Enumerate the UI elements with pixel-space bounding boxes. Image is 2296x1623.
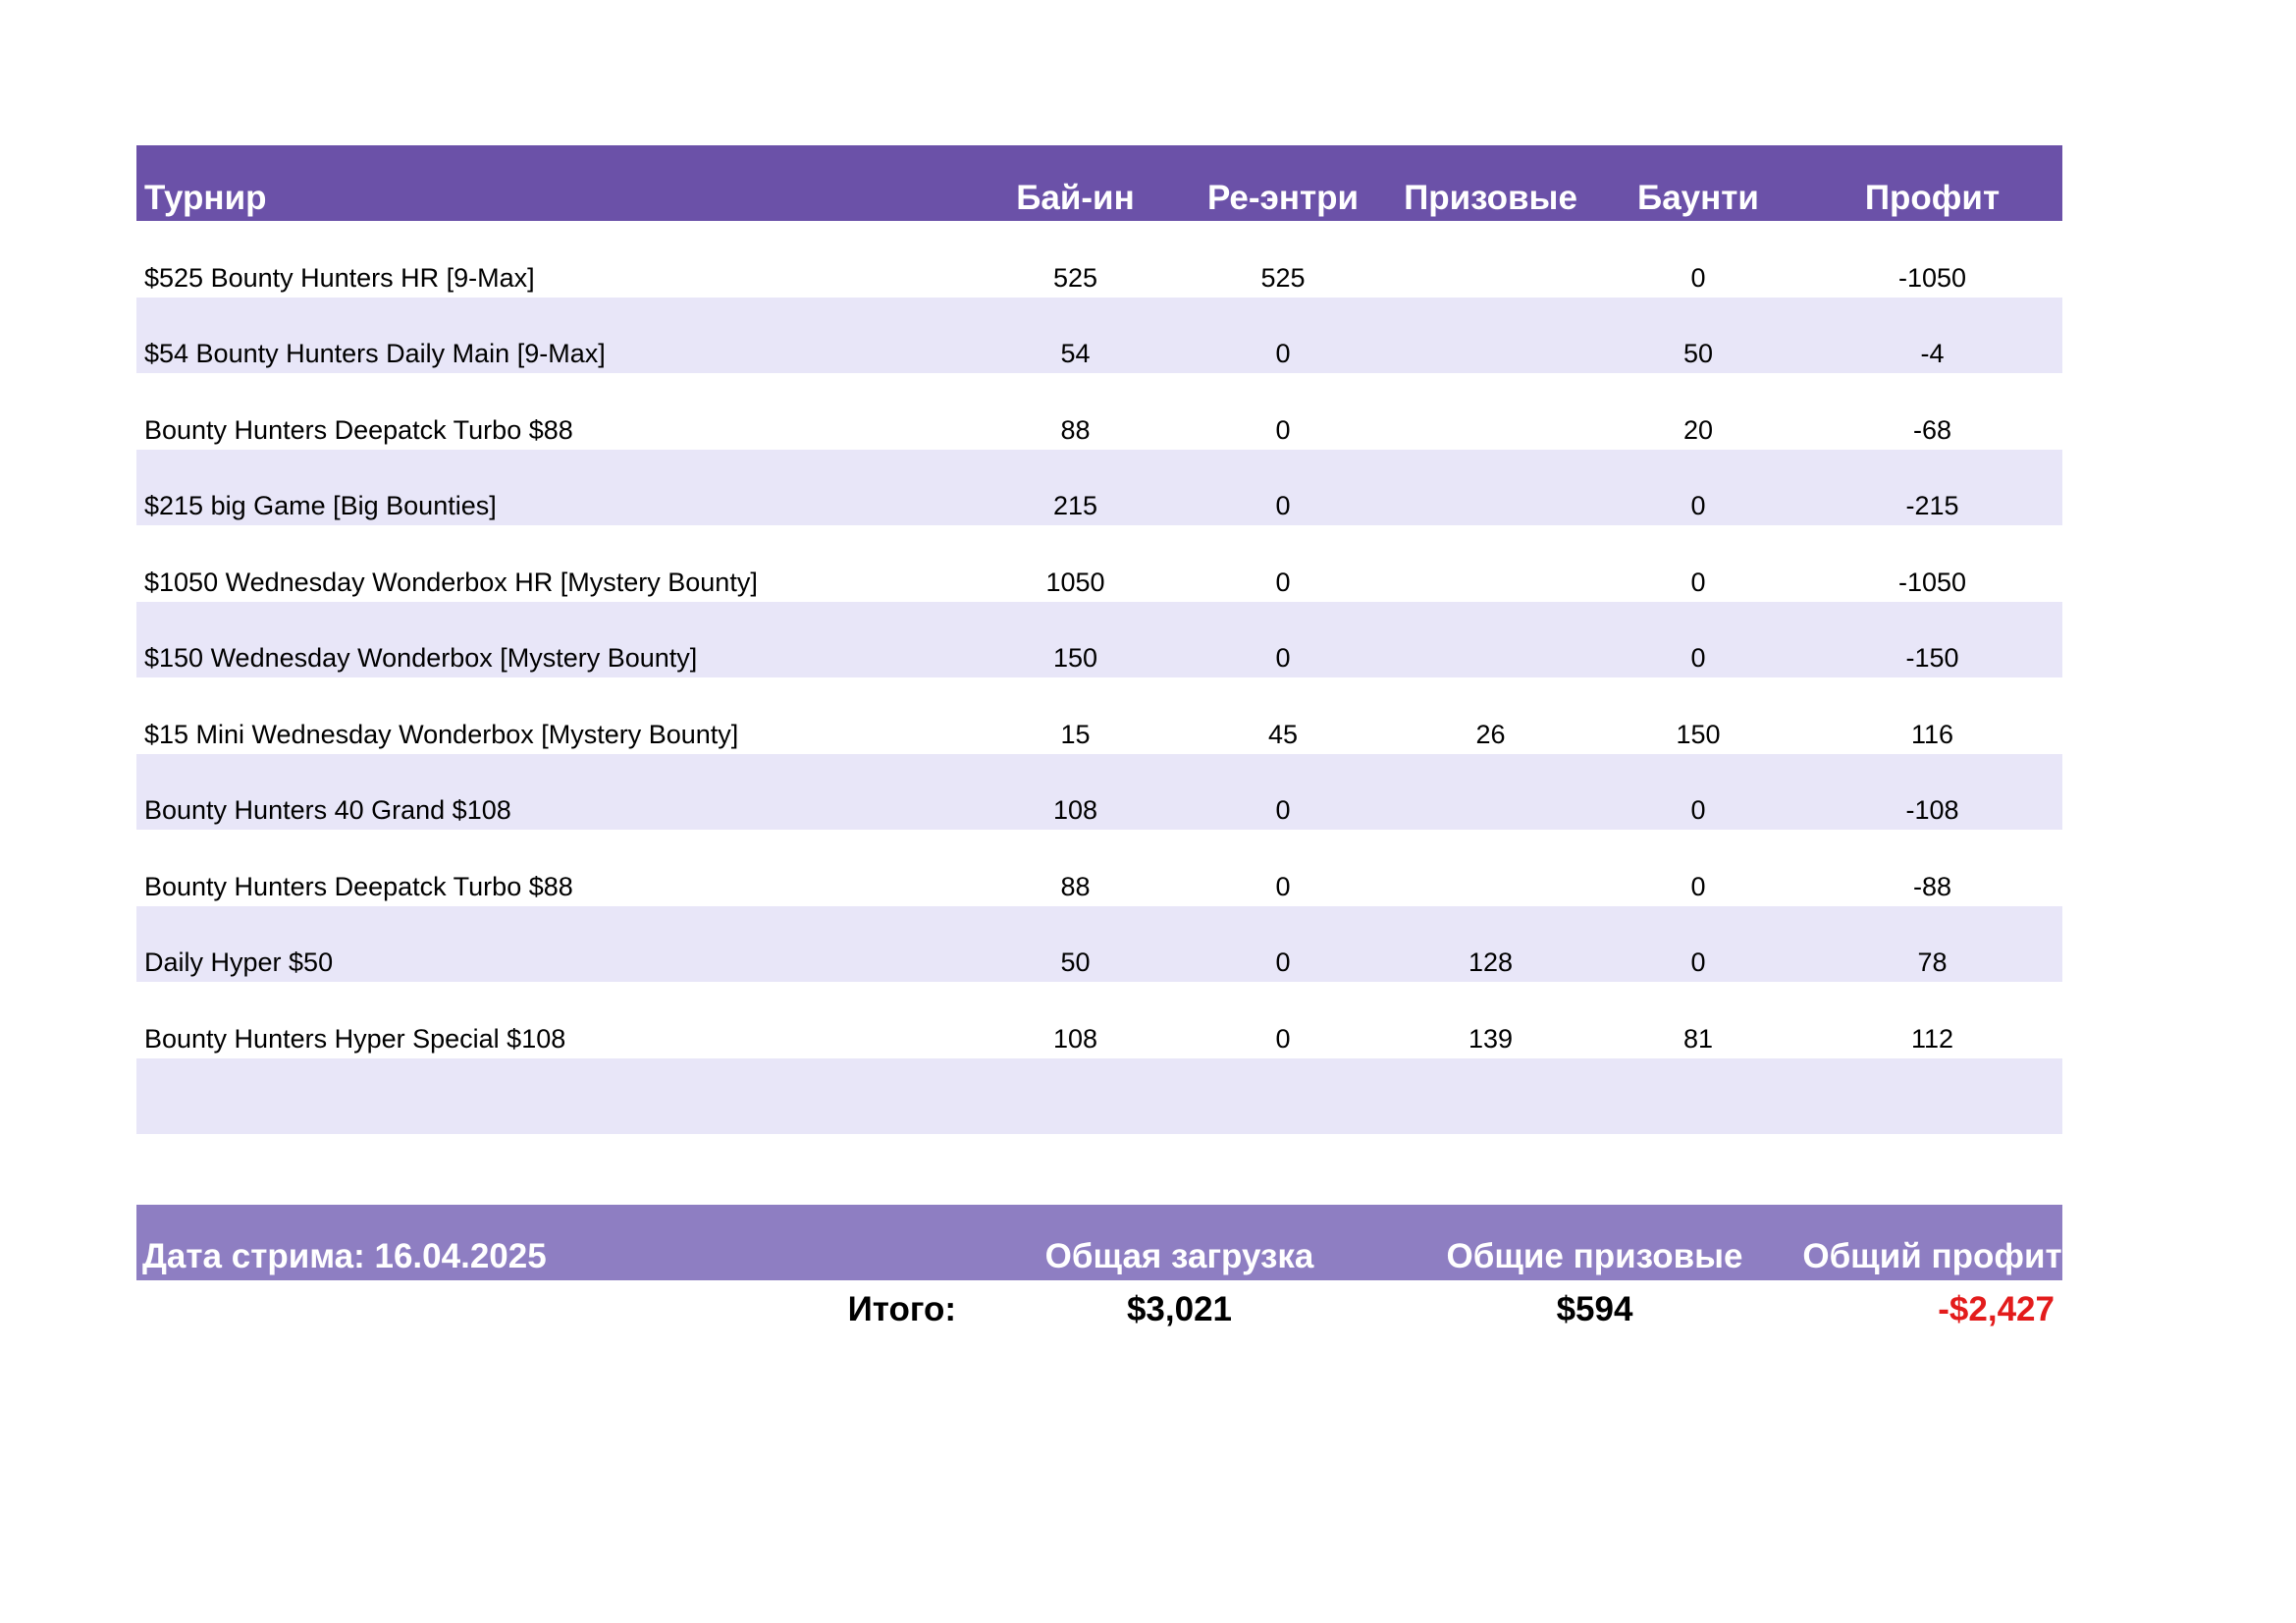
- buy-in-cell: 88: [1060, 871, 1091, 901]
- tournament-table: [136, 145, 2062, 1134]
- table-row: [136, 677, 2062, 754]
- re-entry-cell: 0: [1179, 450, 1387, 526]
- profit-cell: -1050: [1897, 567, 1967, 597]
- spreadsheet: [136, 145, 2062, 1329]
- prizes-cell: [1387, 221, 1594, 298]
- re-entry-cell: 0: [1275, 1023, 1291, 1054]
- table-row: [136, 830, 2062, 906]
- profit-cell: -1050: [1897, 262, 1967, 293]
- tournament-name-cell: $215 big Game [Big Bounties]: [136, 450, 972, 526]
- buy-in-cell: 108: [972, 754, 1179, 831]
- table-row: [136, 906, 2062, 983]
- bounty-cell: 50: [1594, 298, 1802, 374]
- prizes-cell: 139: [1468, 1023, 1514, 1054]
- bounty-cell: 0: [1594, 906, 1802, 983]
- profit-cell: 78: [1802, 906, 2062, 983]
- bounty-cell: 20: [1682, 414, 1714, 445]
- header-buy-in: Бай-ин: [972, 145, 1179, 221]
- re-entry-cell: 0: [1275, 567, 1291, 597]
- re-entry-cell: [1179, 1058, 1387, 1135]
- re-entry-cell: 0: [1275, 414, 1291, 445]
- prizes-cell: [1387, 754, 1594, 831]
- profit-cell: 112: [1910, 1023, 1954, 1054]
- re-entry-cell: 0: [1179, 298, 1387, 374]
- table-row: [136, 1058, 2062, 1135]
- prizes-cell: [1387, 450, 1594, 526]
- bounty-cell: 0: [1594, 754, 1802, 831]
- tournament-name-cell: $1050 Wednesday Wonderbox HR [Mystery Bounty]: [144, 567, 758, 597]
- bounty-cell: 0: [1690, 567, 1706, 597]
- tournament-name-cell: Bounty Hunters 40 Grand $108: [136, 754, 972, 831]
- totals-label: Итого:: [847, 1290, 956, 1328]
- re-entry-cell: 0: [1179, 906, 1387, 983]
- table-row: [136, 450, 2062, 526]
- buy-in-cell: 88: [1060, 414, 1091, 445]
- profit-cell: -215: [1802, 450, 2062, 526]
- table-row: [136, 373, 2062, 450]
- tournament-name-cell: $54 Bounty Hunters Daily Main [9-Max]: [136, 298, 972, 374]
- prizes-cell: 128: [1387, 906, 1594, 983]
- tournament-name-cell: $15 Mini Wednesday Wonderbox [Mystery Bounty]: [144, 719, 739, 749]
- bounty-cell: [1594, 1058, 1802, 1135]
- table-row: [136, 221, 2062, 298]
- re-entry-cell: 0: [1275, 871, 1291, 901]
- profit-cell: -4: [1802, 298, 2062, 374]
- summary-header-row: [136, 1205, 2062, 1280]
- table-row: [136, 982, 2062, 1058]
- total-profit-label: Общий профит: [1802, 1205, 2062, 1280]
- bounty-cell: 0: [1594, 602, 1802, 678]
- buy-in-cell: [972, 1058, 1179, 1135]
- total-profit-value: -$2,427: [1938, 1290, 2055, 1328]
- tournament-name-cell: Bounty Hunters Hyper Special $108: [144, 1023, 566, 1054]
- summary-table: [136, 1205, 2062, 1329]
- bounty-cell: 81: [1682, 1023, 1714, 1054]
- bounty-cell: 0: [1594, 450, 1802, 526]
- total-load-value: $3,021: [1126, 1290, 1233, 1328]
- profit-cell: -108: [1802, 754, 2062, 831]
- profit-cell: -88: [1912, 871, 1952, 901]
- buy-in-cell: 1050: [1045, 567, 1105, 597]
- prizes-cell: [1387, 1058, 1594, 1135]
- buy-in-cell: 525: [1052, 262, 1098, 293]
- buy-in-cell: 108: [1052, 1023, 1098, 1054]
- profit-cell: 116: [1910, 719, 1954, 749]
- re-entry-cell: 0: [1179, 754, 1387, 831]
- buy-in-cell: 50: [972, 906, 1179, 983]
- re-entry-cell: 0: [1179, 602, 1387, 678]
- profit-cell: [1802, 1058, 2062, 1135]
- table-row: [136, 754, 2062, 831]
- profit-cell: -68: [1912, 414, 1952, 445]
- table-row: [136, 298, 2062, 374]
- total-prizes-value: $594: [1556, 1290, 1633, 1328]
- tournament-name-cell: $525 Bounty Hunters HR [9-Max]: [144, 262, 535, 293]
- bounty-cell: 150: [1676, 719, 1721, 749]
- tournament-name-cell: Bounty Hunters Deepatck Turbo $88: [144, 871, 573, 901]
- buy-in-cell: 15: [1060, 719, 1091, 749]
- buy-in-cell: 150: [972, 602, 1179, 678]
- profit-cell: -150: [1802, 602, 2062, 678]
- header-prizes: Призовые: [1387, 145, 1594, 221]
- table-row: [136, 602, 2062, 678]
- summary-totals-row: [136, 1280, 2062, 1329]
- table-body: [136, 221, 2062, 1134]
- table-row: [136, 525, 2062, 602]
- re-entry-cell: 45: [1267, 719, 1299, 749]
- header-profit: Профит: [1802, 145, 2062, 221]
- stream-date: Дата стрима: 16.04.2025: [136, 1205, 972, 1280]
- tournament-name-cell: Daily Hyper $50: [136, 906, 972, 983]
- prizes-cell: [1387, 602, 1594, 678]
- prizes-cell: [1387, 830, 1594, 906]
- buy-in-cell: 215: [972, 450, 1179, 526]
- prizes-cell: [1387, 525, 1594, 602]
- re-entry-cell: 525: [1260, 262, 1306, 293]
- tournament-name-cell: $150 Wednesday Wonderbox [Mystery Bounty]: [136, 602, 972, 678]
- tournament-name-cell: [136, 1058, 972, 1135]
- header-tournament: Турнир: [136, 145, 972, 221]
- prizes-cell: 26: [1475, 719, 1506, 749]
- header-re-entry: Ре-энтри: [1179, 145, 1387, 221]
- buy-in-cell: 54: [972, 298, 1179, 374]
- total-prizes-label: Общие призовые: [1387, 1205, 1802, 1280]
- bounty-cell: 0: [1690, 871, 1706, 901]
- tournament-name-cell: Bounty Hunters Deepatck Turbo $88: [144, 414, 573, 445]
- header-bounty: Баунти: [1594, 145, 1802, 221]
- table-header-row: [136, 145, 2062, 221]
- prizes-cell: [1387, 298, 1594, 374]
- bounty-cell: 0: [1690, 262, 1706, 293]
- total-load-label: Общая загрузка: [972, 1205, 1387, 1280]
- prizes-cell: [1387, 373, 1594, 450]
